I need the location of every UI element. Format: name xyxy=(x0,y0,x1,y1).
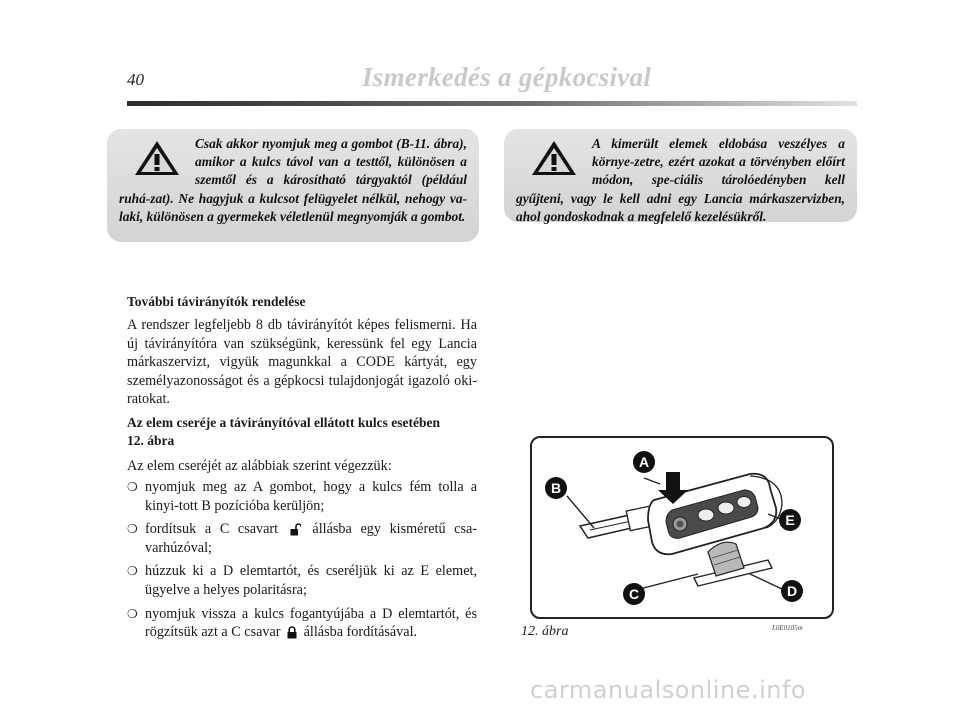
page-title: Ismerkedés a gépkocsival xyxy=(362,62,652,92)
heading-line: Az elem cseréje a távirányítóval ellátott kulcs esetében xyxy=(127,415,441,430)
warning-triangle-icon xyxy=(133,139,181,177)
watermark: carmanualsonline.info xyxy=(530,676,807,704)
warning-box-battery-disposal xyxy=(504,129,857,222)
section-heading-remote-order: További távirányítók rendelése xyxy=(127,294,306,309)
warning-triangle-icon xyxy=(530,139,578,177)
warning-text: Csak akkor nyomjuk meg a gombot (B-11. ábra), amikor a kulcs távol van a testtől, különösen a szemtől és a károsítható tárgyaktól (például ruhá-zat). Ne hagyjuk a kulcsot felügyelet nélkül, nehogy va-laki, különösen a gyermekek véletlenül megnyomják a gombot. xyxy=(119,136,467,224)
list-item xyxy=(127,520,477,557)
step-text: nyomjuk vissza a kulcs fogantyújába a D elemtartót, és rögzítsük azt a C csavar xyxy=(145,605,477,641)
step-text: állásba egy kisméretű csa-varhúzóval; xyxy=(145,521,478,556)
figure-caption: 12. ábra xyxy=(521,624,569,639)
key-illustration xyxy=(532,438,832,617)
steps-list xyxy=(127,478,477,647)
step-text: nyomjuk meg az A gombot, hogy a kulcs fém tolla a kinyi-tott B pozícióba kerüljön; xyxy=(145,479,477,514)
section-body-remote-order: A rendszer legfeljebb 8 db távirányítót képes felismerni. Ha új távirányítóra van szükségünk, keressünk fel egy Lancia márkaszervizt, vigyük magunkkal a CODE kártyát, egy személyazonosságot és a gépkocsi tulajdonjogát igazoló oki-ratokat. xyxy=(127,317,477,408)
section-heading-battery-replacement xyxy=(127,414,440,450)
warning-text: A kimerült elemek eldobása veszélyes a környe-zetre, ezért azokat a törvényben előírt módon, spe-ciális tárolóedényben kell gyűjteni, vagy le kell adni egy Lancia márkaszervizben, ahol gondoskodnak a megfelelő kezelésükről. xyxy=(516,136,845,224)
figure-label-d: D xyxy=(786,583,798,599)
lock-icon xyxy=(287,626,297,639)
figure-label-e: E xyxy=(785,512,795,528)
steps-intro: Az elem cseréjét az alábbiak szerint végezzük: xyxy=(127,458,392,474)
list-item xyxy=(127,478,477,515)
figure-label-c: C xyxy=(628,586,640,602)
warning-box-button-safety xyxy=(107,129,479,242)
step-text: fordítsuk a C csavart xyxy=(145,521,279,538)
heading-figure-ref: 12. ábra xyxy=(127,433,175,448)
list-item xyxy=(127,562,477,599)
page-number: 40 xyxy=(127,70,144,89)
header-rule xyxy=(127,101,857,106)
list-item xyxy=(127,605,477,642)
step-text: állásba fordításával. xyxy=(303,624,418,641)
step-text: húzzuk ki a D elemtartót, és cseréljük ki az E elemet, ügyelve a helyes polaritásra; xyxy=(145,563,477,598)
figure-label-b: B xyxy=(550,480,562,496)
figure-code: L0E0105m xyxy=(772,624,803,632)
figure-key-battery xyxy=(530,436,834,619)
unlock-icon xyxy=(290,523,301,536)
figure-label-a: A xyxy=(638,454,650,470)
